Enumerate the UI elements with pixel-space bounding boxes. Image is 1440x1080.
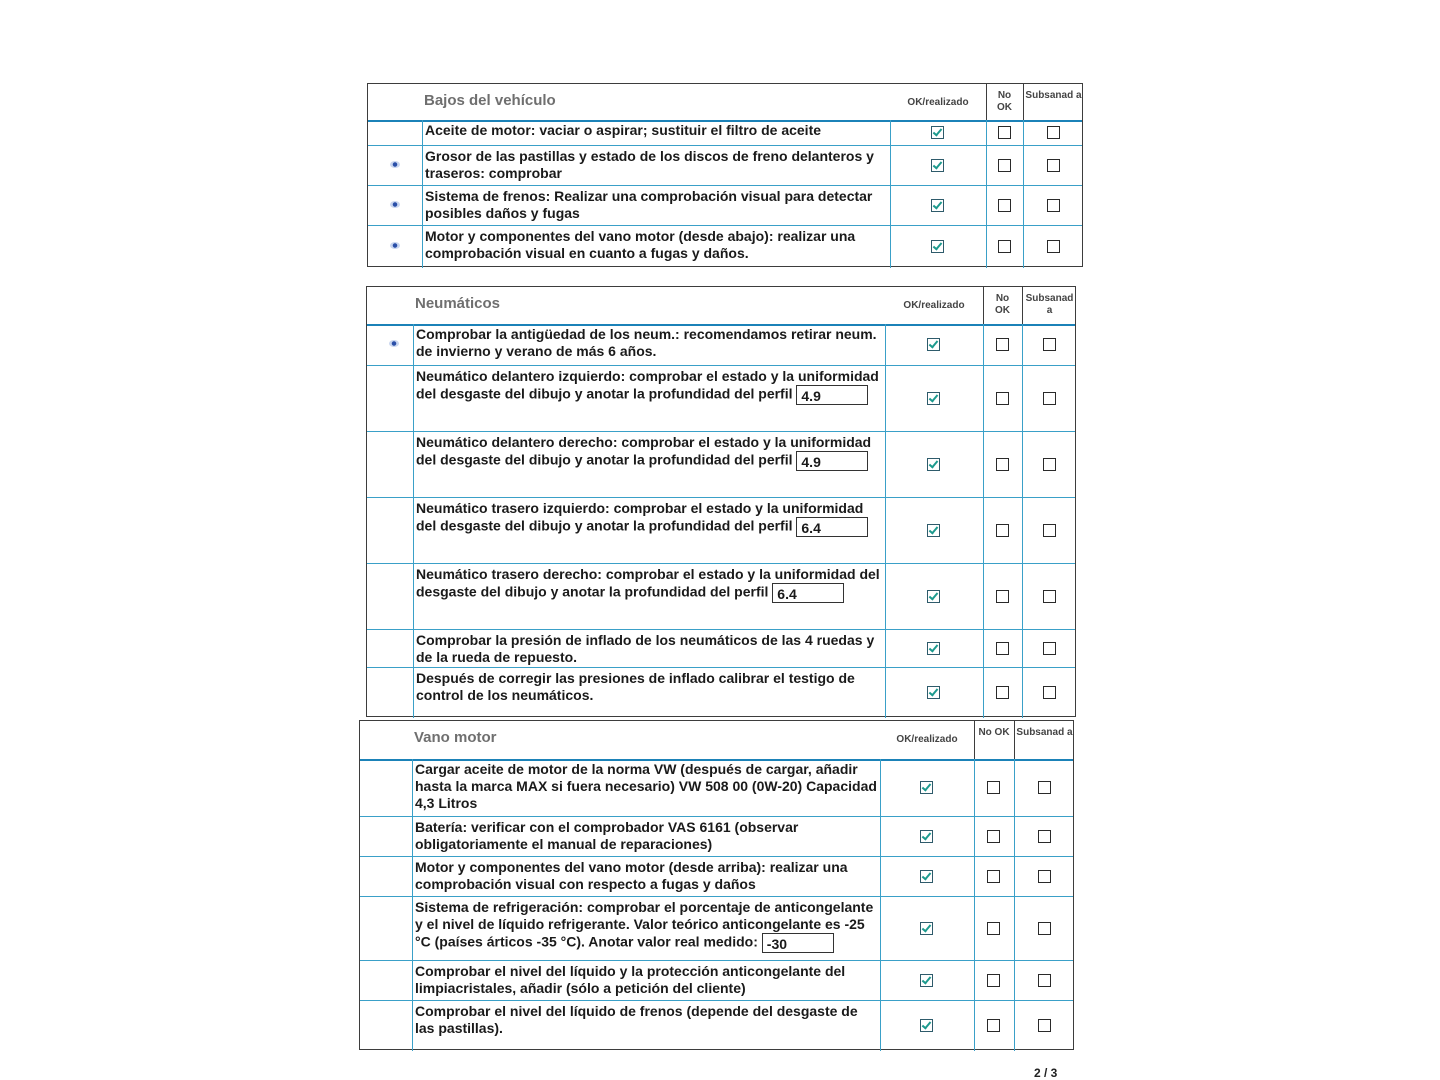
checklist-row [360,897,1073,961]
column-divider [974,857,975,896]
task-description [416,670,882,704]
checkbox-sub[interactable] [1047,126,1060,139]
task-text: Motor y componentes del vano motor (desde abajo): realizar una comprobación visual en cuanto a fugas y daños. [425,228,856,261]
column-divider [413,630,414,667]
task-text: Neumático trasero derecho: comprobar el estado y la uniformidad del desgaste del dibujo y anotar la profundidad del perfil [416,566,880,600]
column-header-nook: No OK [995,293,1010,316]
header-column-divider [983,287,984,324]
column-divider [890,186,891,225]
column-divider [890,120,891,145]
task-text: Comprobar el nivel del líquido y la protección anticongelante del limpiacristales, añadir (sólo a petición del cliente) [415,963,846,996]
checkbox-nook[interactable] [996,686,1009,699]
column-divider [413,324,414,365]
section-title: Vano motor [414,729,497,746]
task-text: Sistema de frenos: Realizar una comprobación visual para detectar posibles daños y fugas [425,188,873,221]
column-divider [880,857,881,896]
section-header [367,287,1075,326]
column-divider [412,817,413,856]
column-divider [412,961,413,1000]
column-divider [880,897,881,960]
section-header [368,84,1082,122]
column-divider [974,759,975,816]
task-description [416,566,882,603]
task-description [416,326,882,360]
column-divider [885,564,886,629]
column-divider [413,432,414,497]
column-header-ok: OK/realizado [907,97,969,108]
checklist-row [360,1001,1073,1051]
task-description [415,899,877,953]
checkbox-nook[interactable] [996,642,1009,655]
column-divider [1023,226,1024,268]
task-text: Motor y componentes del vano motor (desde arriba): realizar una comprobación visual con respecto a fugas y daños [415,859,848,892]
column-divider [1022,366,1023,431]
header-column-divider [1022,287,1023,324]
task-description [415,963,877,997]
column-divider [1014,759,1015,816]
column-divider [1014,897,1015,960]
task-text: Cargar aceite de motor de la norma VW (después de cargar, añadir hasta la marca MAX si fuera necesario) VW 508 00 (0W-20) Capacidad 4,3 Litros [415,761,877,811]
column-divider [413,366,414,431]
column-divider [413,498,414,563]
checkbox-ok[interactable] [927,392,940,405]
task-description [425,122,887,139]
checklist-row [367,668,1075,718]
task-text: Neumático trasero izquierdo: comprobar el estado y la uniformidad del desgaste del dibujo y anotar la profundidad del perfil [416,500,864,534]
column-divider [880,817,881,856]
checkbox-nook[interactable] [987,974,1000,987]
task-description [415,819,877,853]
task-description [416,632,882,666]
column-divider [412,857,413,896]
checkbox-ok[interactable] [927,458,940,471]
column-divider [986,186,987,225]
checkbox-sub[interactable] [1038,781,1051,794]
checkbox-ok[interactable] [920,922,933,935]
column-divider [1023,120,1024,145]
column-divider [890,226,891,268]
task-description [415,859,877,893]
column-divider [1023,146,1024,185]
checkbox-nook[interactable] [998,199,1011,212]
checklist-row [368,146,1082,186]
checklist-row [367,324,1075,366]
checklist-row [360,961,1073,1001]
task-text: Grosor de las pastillas y estado de los discos de freno delanteros y traseros: comprobar [425,148,874,181]
eye-icon [389,340,399,347]
column-divider [1022,498,1023,563]
column-header-ok: OK/realizado [903,300,965,311]
eye-icon [390,201,400,208]
task-text: Comprobar el nivel del líquido de frenos (depende del desgaste de las pastillas). [415,1003,858,1036]
checklist-row [360,817,1073,857]
measured-value-field[interactable]: 4.9 [796,385,868,405]
task-text: Sistema de refrigeración: comprobar el porcentaje de anticongelante y el nivel de líquido refrigerante. Valor teórico anticongelante es -25 °C (países árticos -35 °C). Anotar valor real medido: [415,899,874,950]
column-divider [413,668,414,718]
column-divider [1022,564,1023,629]
column-divider [974,817,975,856]
checklist-row [367,366,1075,432]
column-divider [1022,668,1023,718]
section-2 [366,286,1076,717]
checkbox-nook[interactable] [996,392,1009,405]
checkbox-ok[interactable] [931,240,944,253]
column-header-ok: OK/realizado [896,734,958,745]
checkbox-ok[interactable] [931,199,944,212]
column-header-sub: Subsanad a [1016,727,1073,738]
column-divider [983,564,984,629]
checkbox-nook[interactable] [996,458,1009,471]
task-text: Comprobar la presión de inflado de los neumáticos de las 4 ruedas y de la rueda de repuesto. [416,632,875,665]
column-divider [885,668,886,718]
checkbox-nook[interactable] [998,159,1011,172]
task-description [416,434,882,471]
checklist-row [360,857,1073,897]
column-divider [983,324,984,365]
checklist-row [368,120,1082,146]
checkbox-sub[interactable] [1043,338,1056,351]
task-description [415,1003,877,1037]
column-divider [1022,324,1023,365]
column-divider [983,498,984,563]
task-text: Después de corregir las presiones de inflado calibrar el testigo de control de los neumáticos. [416,670,855,703]
column-divider [983,630,984,667]
checkbox-ok[interactable] [927,524,940,537]
checkbox-sub[interactable] [1047,199,1060,212]
checklist-row [360,759,1073,817]
section-header [360,721,1073,761]
task-text: Batería: verificar con el comprobador VAS 6161 (observar obligatoriamente el manual de reparaciones) [415,819,799,852]
checkbox-sub[interactable] [1038,1019,1051,1032]
checklist-row [367,630,1075,668]
checkbox-sub[interactable] [1047,240,1060,253]
column-header-sub: Subsanad a [1025,293,1074,316]
eye-icon [390,161,400,168]
checkbox-nook[interactable] [987,870,1000,883]
column-header-nook: No OK [978,727,1010,738]
checkbox-sub[interactable] [1038,870,1051,883]
checkbox-sub[interactable] [1038,830,1051,843]
column-divider [1022,432,1023,497]
checkbox-nook[interactable] [987,922,1000,935]
checkbox-ok[interactable] [920,781,933,794]
task-text: Comprobar la antigüedad de los neum.: recomendamos retirar neum. de invierno y verano de más 6 años. [416,326,877,359]
task-description [416,500,882,537]
page-number: 2 / 3 [1034,1066,1058,1080]
checklist-row [368,226,1082,268]
checkbox-ok[interactable] [920,870,933,883]
section-title: Bajos del vehículo [424,92,556,109]
header-column-divider [974,721,975,759]
checkbox-sub[interactable] [1043,524,1056,537]
column-divider [885,324,886,365]
checkbox-sub[interactable] [1038,922,1051,935]
task-text: Aceite de motor: vaciar o aspirar; sustituir el filtro de aceite [425,122,822,138]
column-divider [974,1001,975,1051]
column-divider [986,120,987,145]
checkbox-sub[interactable] [1038,974,1051,987]
column-divider [974,961,975,1000]
column-divider [1023,186,1024,225]
checkbox-ok[interactable] [931,159,944,172]
measured-value-field[interactable]: 4.9 [796,451,868,471]
column-divider [1014,961,1015,1000]
checkbox-sub[interactable] [1043,458,1056,471]
checkbox-ok[interactable] [920,974,933,987]
header-column-divider [1014,721,1015,759]
column-header-sub: Subsanad a [1025,90,1082,101]
column-divider [422,120,423,145]
checkbox-nook[interactable] [987,781,1000,794]
column-divider [880,759,881,816]
checklist-row [368,186,1082,226]
column-divider [422,226,423,268]
column-divider [422,146,423,185]
eye-icon [390,242,400,249]
checkbox-nook[interactable] [998,126,1011,139]
column-divider [885,498,886,563]
task-text: Neumático delantero derecho: comprobar el estado y la uniformidad del desgaste del dibujo y anotar la profundidad del perfil [416,434,872,468]
checkbox-ok[interactable] [920,1019,933,1032]
checkbox-sub[interactable] [1043,590,1056,603]
column-divider [983,366,984,431]
measured-value-field[interactable]: -30 [762,933,834,953]
task-text: Neumático delantero izquierdo: comprobar el estado y la uniformidad del desgaste del dibujo y anotar la profundidad del perfil [416,368,879,402]
checkbox-nook[interactable] [996,338,1009,351]
checkbox-ok[interactable] [931,126,944,139]
section-1 [367,83,1083,267]
checkbox-sub[interactable] [1043,642,1056,655]
checkbox-sub[interactable] [1047,159,1060,172]
column-divider [983,668,984,718]
task-description [425,188,887,222]
task-description [415,761,877,812]
checklist-row [367,564,1075,630]
column-divider [422,186,423,225]
column-divider [413,564,414,629]
checkbox-ok[interactable] [927,642,940,655]
column-divider [1014,1001,1015,1051]
checkbox-ok[interactable] [927,590,940,603]
column-divider [983,432,984,497]
column-divider [1014,857,1015,896]
column-divider [890,146,891,185]
measured-value-field[interactable]: 6.4 [772,583,844,603]
column-divider [880,1001,881,1051]
column-divider [885,432,886,497]
column-divider [1014,817,1015,856]
task-description [416,368,882,405]
task-description [425,148,887,182]
checkbox-ok[interactable] [927,686,940,699]
checkbox-ok[interactable] [927,338,940,351]
task-description [425,228,887,262]
checkbox-nook[interactable] [998,240,1011,253]
column-divider [412,897,413,960]
checklist-row [367,432,1075,498]
checkbox-nook[interactable] [987,1019,1000,1032]
header-column-divider [1023,84,1024,120]
checkbox-nook[interactable] [996,524,1009,537]
checkbox-sub[interactable] [1043,392,1056,405]
checkbox-nook[interactable] [996,590,1009,603]
checklist-row [367,498,1075,564]
column-divider [1022,630,1023,667]
column-divider [412,1001,413,1051]
column-divider [974,897,975,960]
column-header-nook: No OK [997,90,1012,113]
column-divider [885,366,886,431]
column-divider [986,146,987,185]
checkbox-sub[interactable] [1043,686,1056,699]
column-divider [412,759,413,816]
checkbox-ok[interactable] [920,830,933,843]
column-divider [885,630,886,667]
header-column-divider [986,84,987,120]
column-divider [880,961,881,1000]
measured-value-field[interactable]: 6.4 [796,517,868,537]
section-title: Neumáticos [415,295,501,312]
section-3 [359,720,1074,1050]
column-divider [986,226,987,268]
checkbox-nook[interactable] [987,830,1000,843]
